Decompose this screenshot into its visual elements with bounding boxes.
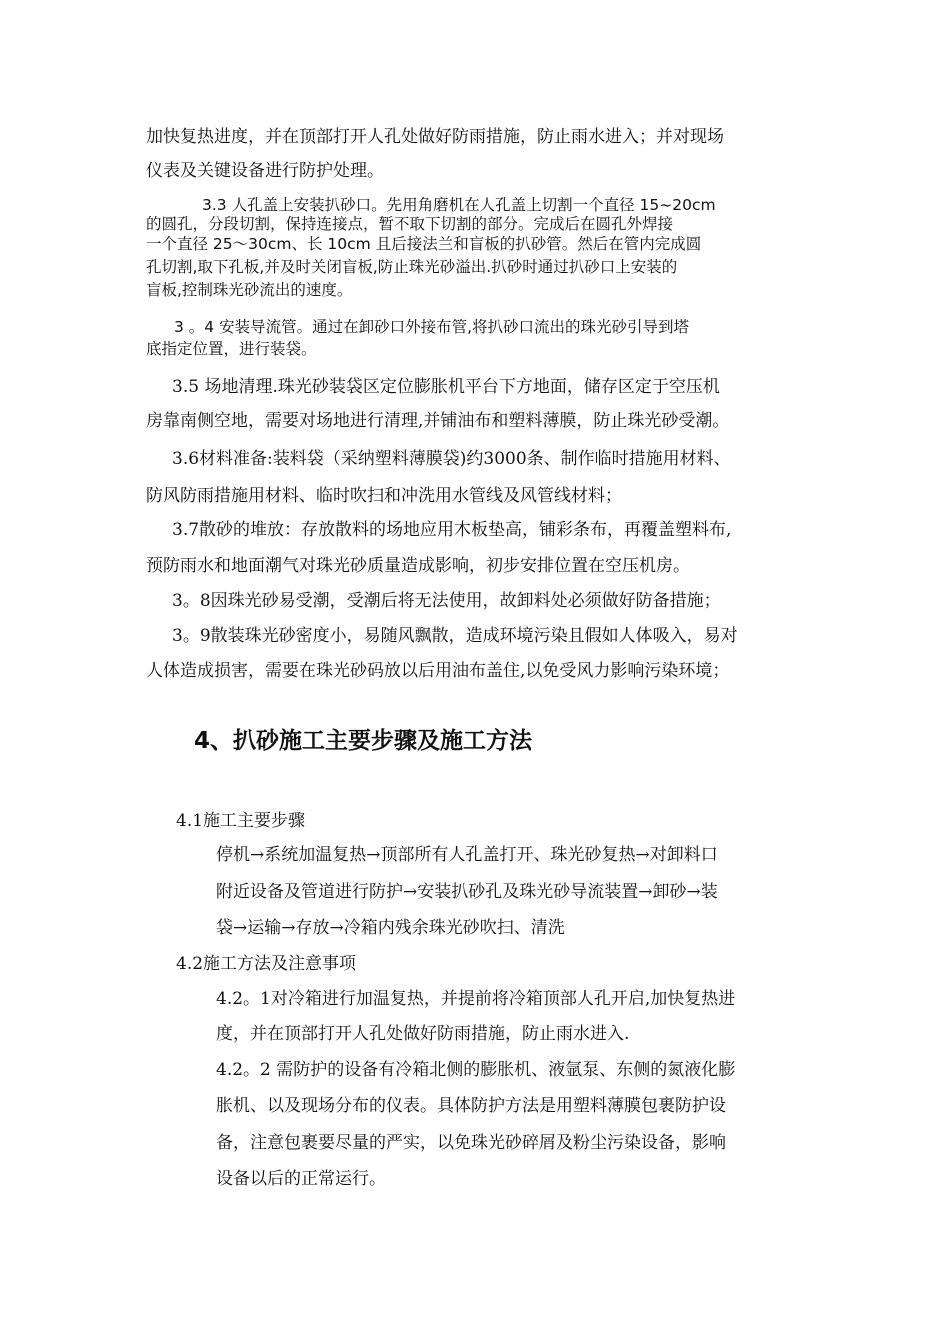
paragraph-3-9-line: 3。9散装珠光砂密度小，易随风飘散，造成环境污染且假如人体吸入，易对 xyxy=(172,626,738,646)
paragraph-3-4-line: 底指定位置，进行装袋。 xyxy=(146,340,317,358)
paragraph-4-2-2-line: 4.2。2 需防护的设备有冷箱北侧的膨胀机、液氩泵、东侧的氮液化膨 xyxy=(216,1060,736,1080)
paragraph-4-2-1-line: 4.2。1对冷箱进行加温复热，并提前将冷箱顶部人孔开启,加快复热进 xyxy=(216,989,736,1009)
paragraph-3-5-line: 3.5 场地清理.珠光砂装袋区定位膨胀机平台下方地面，储存区定于空压机 xyxy=(172,377,720,397)
paragraph-3-3-line: 一个直径 25～30cm、长 10cm 且后接法兰和盲板的扒砂管。然后在管内完成圆 xyxy=(146,235,702,253)
subsection-4-2-title: 4.2施工方法及注意事项 xyxy=(176,954,357,974)
paragraph-3-5-line: 房靠南侧空地，需要对场地进行清理,并铺油布和塑料薄膜，防止珠光砂受潮。 xyxy=(146,411,730,431)
paragraph-3-3-line: 的圆孔，分段切割，保持连接点，暂不取下切割的部分。完成后在圆孔外焊接 xyxy=(146,215,674,233)
paragraph-3-4-line: 3 。4 安装导流管。通过在卸砂口外接布管,将扒砂口流出的珠光砂引导到塔 xyxy=(174,318,690,336)
subsection-4-1-title: 4.1施工主要步骤 xyxy=(176,811,306,831)
paragraph-4-2-2-line: 备，注意包裹要尽量的严实，以免珠光砂碎屑及粉尘污染设备，影响 xyxy=(216,1133,726,1153)
paragraph-3-3-line: 孔切割,取下孔板,并及时关闭盲板,防止珠光砂溢出.扒砂时通过扒砂口上安装的 xyxy=(146,258,678,276)
paragraph-3-8-line: 3。8因珠光砂易受潮，受潮后将无法使用，故卸料处必须做好防备措施； xyxy=(172,591,721,611)
subsection-4-1-body-line: 袋→运输→存放→冷箱内残余珠光砂吹扫、清洗 xyxy=(216,918,565,938)
paragraph-3-7-line: 3.7散砂的堆放：存放散料的场地应用木板垫高，铺彩条布，再覆盖塑料布, xyxy=(172,520,732,540)
paragraph-3-7-line: 预防雨水和地面潮气对珠光砂质量造成影响，初步安排位置在空压机房。 xyxy=(146,556,690,576)
paragraph-4-2-1-line: 度，并在顶部打开人孔处做好防雨措施，防止雨水进入. xyxy=(216,1024,630,1044)
subsection-4-1-body-line: 停机→系统加温复热→顶部所有人孔盖打开、珠光砂复热→对卸料口 xyxy=(216,845,718,865)
paragraph-3-6-line: 防风防雨措施用材料、临时吹扫和冲洗用水管线及风管线材料； xyxy=(146,486,622,506)
paragraph-3-6-line: 3.6材料准备:装料袋（采纳塑料薄膜袋)约3000条、制作临时措施用材料、 xyxy=(172,449,731,469)
subsection-4-1-body-line: 附近设备及管道进行防护→安装扒砂孔及珠光砂导流装置→卸砂→装 xyxy=(216,882,718,902)
paragraph-3-3-line: 3.3 人孔盖上安装扒砂口。先用角磨机在人孔盖上切割一个直径 15~20cm xyxy=(202,196,716,214)
paragraph-4-2-2-line: 设备以后的正常运行。 xyxy=(216,1169,386,1189)
paragraph-3-2-line: 加快复热进度，并在顶部打开人孔处做好防雨措施，防止雨水进入；并对现场 xyxy=(146,127,724,147)
section-4-heading: 4、扒砂施工主要步骤及施工方法 xyxy=(194,728,533,754)
paragraph-4-2-2-line: 胀机、以及现场分布的仪表。具体防护方法是用塑料薄膜包裹防护设 xyxy=(216,1096,726,1116)
paragraph-3-9-line: 人体造成损害，需要在珠光砂码放以后用油布盖住,以免受风力影响污染环境； xyxy=(146,661,730,681)
paragraph-3-2-line: 仪表及关键设备进行防护处理。 xyxy=(146,161,384,181)
paragraph-3-3-line: 盲板,控制珠光砂流出的速度。 xyxy=(146,281,353,299)
